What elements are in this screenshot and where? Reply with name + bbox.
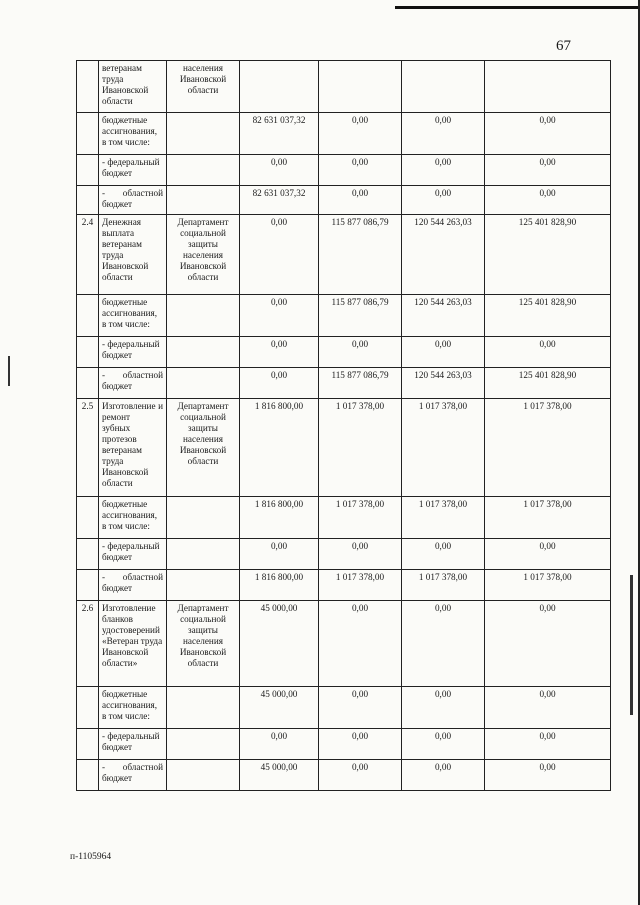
value-cell: 0,00 xyxy=(240,215,319,295)
value-cell: 1 017 378,00 xyxy=(402,399,485,497)
value-cell: 0,00 xyxy=(319,760,402,791)
table-row xyxy=(77,760,611,791)
item-description: - областной бюджет xyxy=(99,760,167,791)
executor-cell: населения Ивановской области xyxy=(167,61,240,113)
table-row xyxy=(77,155,611,186)
item-description: бюджетные ассигнования, в том числе: xyxy=(99,497,167,539)
value-cell: 0,00 xyxy=(319,601,402,687)
table-row xyxy=(77,497,611,539)
item-number: 2.5 xyxy=(77,399,99,497)
item-number: 2.4 xyxy=(77,215,99,295)
value-cell: 0,00 xyxy=(402,186,485,215)
value-cell: 0,00 xyxy=(319,186,402,215)
scan-right-mark xyxy=(630,575,633,715)
value-cell: 0,00 xyxy=(485,539,611,570)
value-cell: 0,00 xyxy=(402,601,485,687)
item-description: бюджетные ассигнования, в том числе: xyxy=(99,687,167,729)
table-row xyxy=(77,215,611,295)
table-row xyxy=(77,295,611,337)
value-cell: 1 017 378,00 xyxy=(402,497,485,539)
value-cell: 125 401 828,90 xyxy=(485,215,611,295)
table-row xyxy=(77,186,611,215)
value-cell: 0,00 xyxy=(485,729,611,760)
table-row xyxy=(77,368,611,399)
table-row xyxy=(77,61,611,113)
value-cell: 0,00 xyxy=(319,539,402,570)
value-cell: 45 000,00 xyxy=(240,601,319,687)
value-cell: 0,00 xyxy=(402,687,485,729)
value-cell: 0,00 xyxy=(485,113,611,155)
document-code: п-1105964 xyxy=(70,852,112,862)
item-description: - федеральный бюджет xyxy=(99,155,167,186)
scan-left-mark xyxy=(8,356,10,386)
executor-cell: Департамент социальной защиты населения Ивановской области xyxy=(167,601,240,687)
scan-top-rule xyxy=(395,6,640,9)
item-description: - федеральный бюджет xyxy=(99,539,167,570)
value-cell: 0,00 xyxy=(402,337,485,368)
item-description: - федеральный бюджет xyxy=(99,337,167,368)
value-cell: 1 017 378,00 xyxy=(485,497,611,539)
table-row xyxy=(77,570,611,601)
item-description: Изготовление и ремонт зубных протезов ветеранам труда Ивановской области xyxy=(99,399,167,497)
item-description: - областной бюджет xyxy=(99,570,167,601)
value-cell: 0,00 xyxy=(402,729,485,760)
value-cell: 125 401 828,90 xyxy=(485,368,611,399)
value-cell: 0,00 xyxy=(319,687,402,729)
table-row xyxy=(77,687,611,729)
value-cell: 0,00 xyxy=(240,337,319,368)
value-cell: 120 544 263,03 xyxy=(402,215,485,295)
item-description: бюджетные ассигнования, в том числе: xyxy=(99,295,167,337)
executor-cell: Департамент социальной защиты населения Ивановской области xyxy=(167,399,240,497)
table-row xyxy=(77,113,611,155)
value-cell: 0,00 xyxy=(319,337,402,368)
value-cell: 0,00 xyxy=(319,155,402,186)
item-description: - областной бюджет xyxy=(99,368,167,399)
table-row xyxy=(77,337,611,368)
value-cell: 0,00 xyxy=(402,155,485,186)
value-cell: 0,00 xyxy=(402,760,485,791)
executor-cell: Департамент социальной защиты населения Ивановской области xyxy=(167,215,240,295)
value-cell: 0,00 xyxy=(240,539,319,570)
value-cell: 115 877 086,79 xyxy=(319,368,402,399)
value-cell: 1 017 378,00 xyxy=(402,570,485,601)
value-cell: 0,00 xyxy=(485,601,611,687)
value-cell: 120 544 263,03 xyxy=(402,295,485,337)
value-cell: 1 017 378,00 xyxy=(319,497,402,539)
table-row xyxy=(77,399,611,497)
value-cell: 125 401 828,90 xyxy=(485,295,611,337)
value-cell: 1 816 800,00 xyxy=(240,570,319,601)
value-cell: 0,00 xyxy=(485,687,611,729)
value-cell: 0,00 xyxy=(402,113,485,155)
table-row xyxy=(77,601,611,687)
value-cell: 0,00 xyxy=(485,760,611,791)
value-cell: 45 000,00 xyxy=(240,760,319,791)
value-cell: 0,00 xyxy=(240,368,319,399)
value-cell: 115 877 086,79 xyxy=(319,215,402,295)
value-cell: 1 017 378,00 xyxy=(485,399,611,497)
item-description: - областной бюджет xyxy=(99,186,167,215)
value-cell: 115 877 086,79 xyxy=(319,295,402,337)
value-cell: 0,00 xyxy=(240,155,319,186)
item-number-cell xyxy=(77,61,99,113)
value-cell: 0,00 xyxy=(240,295,319,337)
value-cell: 82 631 037,32 xyxy=(240,186,319,215)
value-cell: 0,00 xyxy=(485,155,611,186)
value-cell: 0,00 xyxy=(402,539,485,570)
item-description: - федеральный бюджет xyxy=(99,729,167,760)
item-description: Денежная выплата ветеранам труда Ивановской области xyxy=(99,215,167,295)
table-row xyxy=(77,729,611,760)
value-cell: 0,00 xyxy=(240,729,319,760)
page-number: 67 xyxy=(556,38,571,54)
item-description: Изготовление бланков удостоверений «Ветеран труда Ивановской области» xyxy=(99,601,167,687)
value-cell: 1 017 378,00 xyxy=(485,570,611,601)
item-description: бюджетные ассигнования, в том числе: xyxy=(99,113,167,155)
item-number: 2.6 xyxy=(77,601,99,687)
value-cell: 45 000,00 xyxy=(240,687,319,729)
value-cell: 82 631 037,32 xyxy=(240,113,319,155)
value-cell: 1 816 800,00 xyxy=(240,497,319,539)
item-description: ветеранам труда Ивановской области xyxy=(99,61,167,113)
value-cell: 1 816 800,00 xyxy=(240,399,319,497)
value-cell: 0,00 xyxy=(319,729,402,760)
value-cell: 0,00 xyxy=(485,337,611,368)
budget-table xyxy=(76,60,611,791)
value-cell: 0,00 xyxy=(485,186,611,215)
value-cell: 1 017 378,00 xyxy=(319,399,402,497)
value-cell: 1 017 378,00 xyxy=(319,570,402,601)
table-row xyxy=(77,539,611,570)
value-cell: 120 544 263,03 xyxy=(402,368,485,399)
value-cell: 0,00 xyxy=(319,113,402,155)
